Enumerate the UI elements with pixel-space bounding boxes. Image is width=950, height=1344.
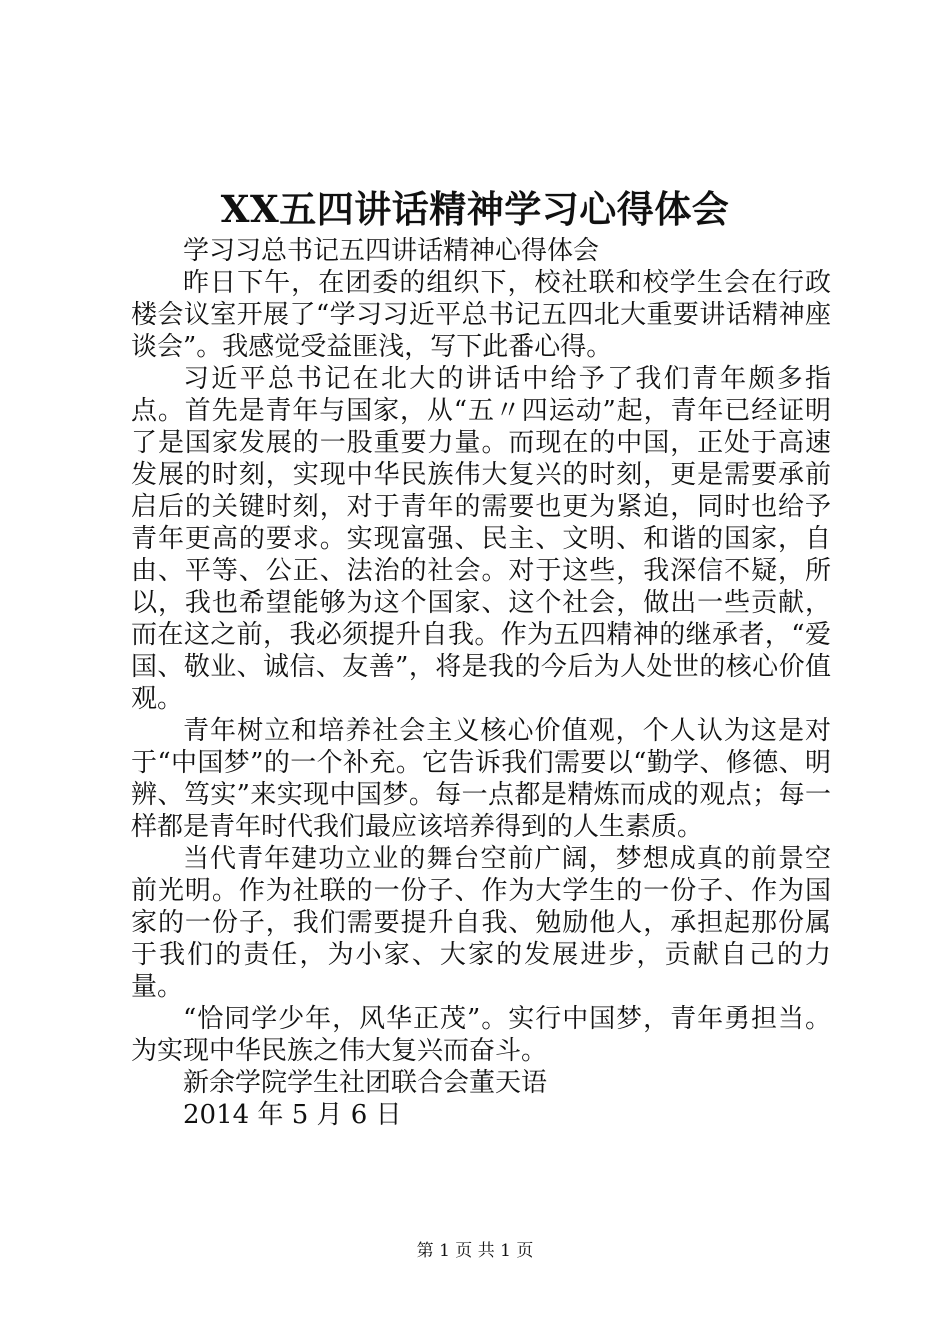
signature-line: 新余学院学生社团联合会董天语 (183, 1068, 548, 1098)
body-paragraph: 习近平总书记在北大的讲话中给予了我们青年颇多指点。首先是青年与国家，从“五〃四运动”起，青年已经证明了是国家发展的一股重要力量。而现在的中国，正处于高速发展的时刻，实现中华民族伟大复兴的时刻，更是需要承前启后的关键时刻，对于青年的需要也更为紧迫，同时也给予青年更高的要求。实现富强、民主、文明、和谐的国家，自由、平等、公正、法治的社会。对于这些，我深信不疑，所以，我也希望能够为这个国家、这个社会，做出一些贡献，而在这之前，我必须提升自我。作为五四精神的继承者，“爱国、敬业、诚信、友善”，将是我的今后为人处世的核心价值观。 (131, 364, 831, 714)
body-paragraph: 当代青年建功立业的舞台空前广阔，梦想成真的前景空前光明。作为社联的一份子、作为大学生的一份子、作为国家的一份子，我们需要提升自我、勉励他人，承担起那份属于我们的责任，为小家、大家的发展进步，贡献自己的力量。 (131, 844, 831, 1002)
date-line: 2014 年 5 月 6 日 (183, 1100, 402, 1130)
body-paragraph: 昨日下午，在团委的组织下，校社联和校学生会在行政楼会议室开展了“学习习近平总书记五四北大重要讲话精神座谈会”。我感觉受益匪浅，写下此番心得。 (131, 268, 831, 362)
page-footer: 第 1 页 共 1 页 (416, 1241, 534, 1261)
body-paragraph: “恰同学少年，风华正茂”。实行中国梦，青年勇担当。为实现中华民族之伟大复兴而奋斗。 (131, 1004, 831, 1066)
body-paragraph: 青年树立和培养社会主义核心价值观，个人认为这是对于“中国梦”的一个补充。它告诉我们需要以“勤学、修德、明辨、笃实”来实现中国梦。每一点都是精炼而成的观点；每一样都是青年时代我们最应该培养得到的人生素质。 (131, 716, 831, 842)
document-title: XX五四讲话精神学习心得体会 (220, 187, 730, 231)
document-body (131, 235, 831, 1131)
subtitle-paragraph: 学习习总书记五四讲话精神心得体会 (183, 236, 600, 266)
